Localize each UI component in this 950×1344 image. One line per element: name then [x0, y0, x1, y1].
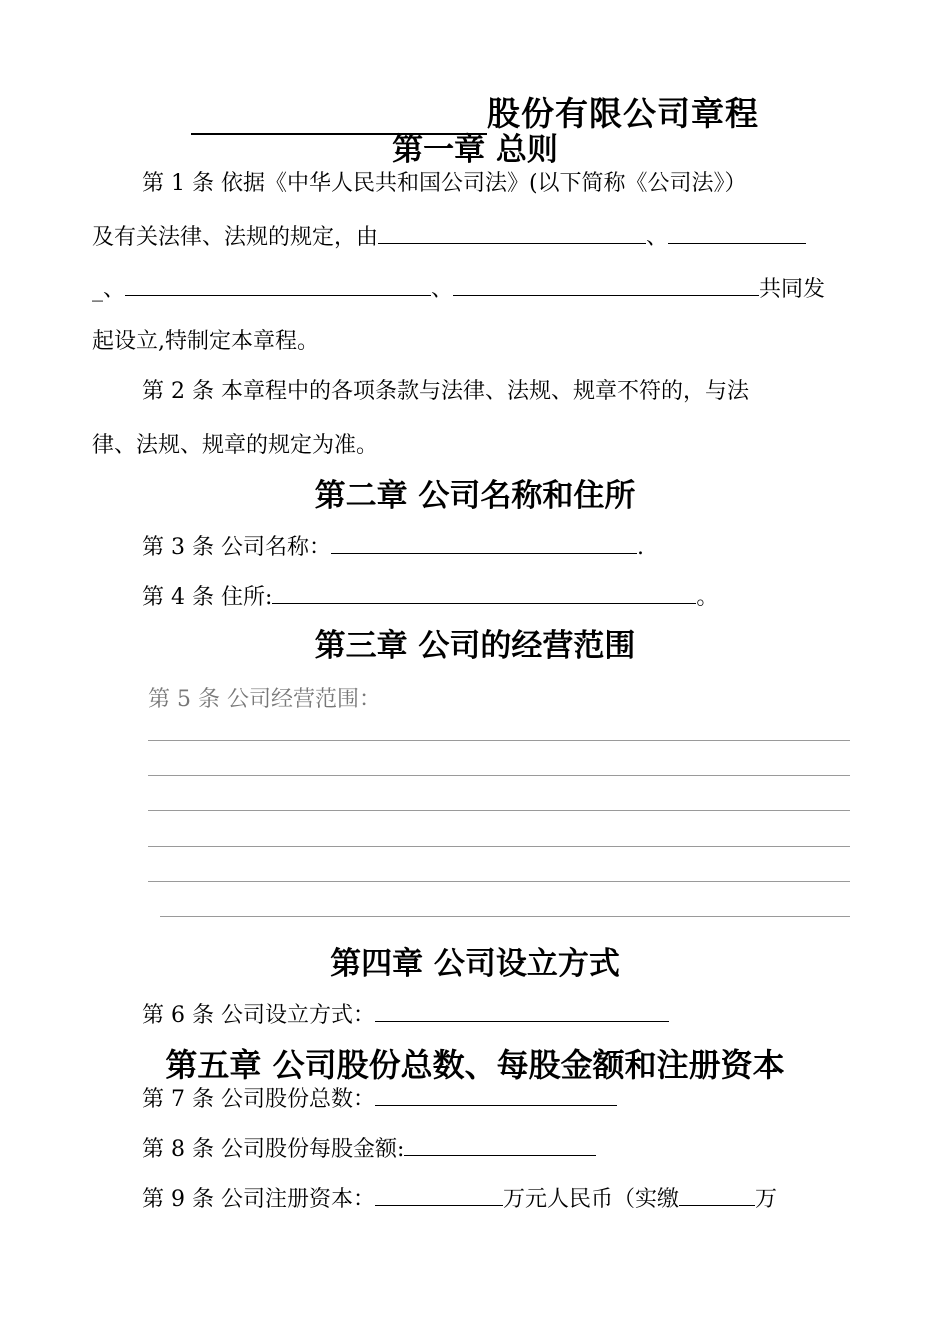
paid-in-capital-field: [679, 1183, 755, 1206]
article-1-line-4: 起设立,特制定本章程。: [92, 329, 319, 354]
chapter-1-heading: 第一章 总则: [392, 132, 558, 168]
article-7-label: 第 7 条 公司股份总数：: [142, 1087, 375, 1112]
article-3-label: 第 3 条 公司名称：: [142, 535, 331, 560]
chapter-5-heading: 第五章 公司股份总数、每股金额和注册资本: [165, 1046, 785, 1084]
article-6: [142, 998, 669, 1029]
article-2-line-1: 第 2 条 本章程中的各项条款与法律、法规、规章不符的，与法: [142, 379, 749, 404]
business-scope-line: [148, 810, 850, 811]
article-5-label: 第 5 条 公司经营范围：: [148, 687, 381, 712]
article-1-line-2: [92, 220, 806, 251]
article-1-line-1: 第 1 条 依据《中华人民共和国公司法》(以下简称《公司法》）: [142, 171, 747, 196]
article-4-label: 第 4 条 住所:: [142, 585, 273, 610]
article-4: [142, 580, 718, 611]
founder-3-blank: [125, 273, 431, 296]
total-shares-field: [375, 1083, 617, 1106]
article-9: [142, 1182, 777, 1213]
founder-1-blank: [378, 221, 646, 244]
founder-4-blank: [453, 273, 759, 296]
article-2-line-2: 律、法规、规章的规定为准。: [92, 433, 379, 458]
article-9-text: 万元人民币（实缴: [502, 1187, 679, 1212]
establishment-method-field: [375, 999, 669, 1022]
punctuation: .: [636, 535, 644, 560]
company-name-field: [331, 531, 637, 554]
title-text: 股份有限公司章程: [487, 94, 759, 133]
chapter-2-heading: 第二章 公司名称和住所: [314, 478, 636, 514]
article-3: [142, 530, 644, 561]
article-8-label: 第 8 条 公司股份每股金额:: [142, 1137, 405, 1162]
business-scope-line: [148, 775, 850, 776]
chapter-4-heading: 第四章 公司设立方式: [330, 946, 620, 982]
business-scope-line: [148, 846, 850, 847]
article-1-text: 共同发: [759, 277, 826, 302]
article-1-text: 及有关法律、法规的规定，由: [92, 225, 379, 250]
article-9-label: 第 9 条 公司注册资本：: [142, 1187, 375, 1212]
business-scope-line: [160, 916, 850, 917]
article-6-label: 第 6 条 公司设立方式：: [142, 1003, 375, 1028]
business-scope-line: [148, 881, 850, 882]
article-7: [142, 1082, 617, 1113]
per-share-amount-field: [404, 1133, 596, 1156]
chapter-3-heading: 第三章 公司的经营范围: [314, 628, 636, 664]
punctuation: 。: [696, 585, 719, 610]
address-field: [272, 581, 696, 604]
article-9-text: 万: [755, 1187, 778, 1212]
registered-capital-field: [375, 1183, 503, 1206]
separator: 、: [646, 225, 669, 250]
article-1-line-3: [92, 272, 825, 303]
separator: 、: [431, 277, 454, 302]
founder-2-blank: [668, 221, 806, 244]
article-1-text: _、: [92, 277, 126, 302]
business-scope-line: [148, 740, 850, 741]
article-8: [142, 1132, 596, 1163]
